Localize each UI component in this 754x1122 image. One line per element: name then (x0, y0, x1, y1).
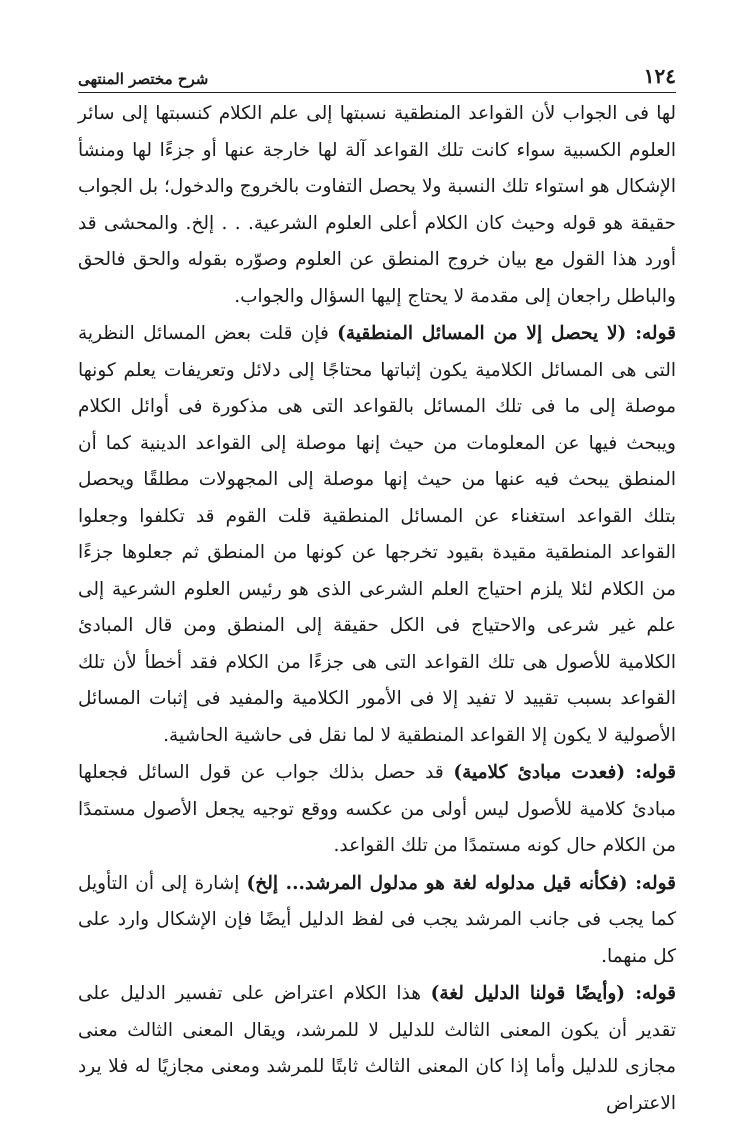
paragraph-commentary (78, 755, 676, 865)
paragraph-text: هذا الكلام اعتراض على تفسير الدليل على تقدير أن يكون المعنى الثالث للدليل لا للمرشد، ويقال المعنى الثالث معنى مجازى للدليل وأما إذا كان المعنى الثالث ثابتًا للمرشد ومعنى مجازيًا له فلا يرد الاعتراض (78, 983, 676, 1114)
commentary-lemma: قوله: (فكأنه قيل مدلوله لغة هو مدلول المرشد... إلخ) (246, 872, 676, 894)
paragraph-commentary (78, 316, 676, 754)
paragraph-text: فإن قلت بعض المسائل النظرية التى هى المسائل الكلامية يكون إثباتها محتاجًا إلى دلائل وتعريفات يعلم كونها موصلة إلى ما فى تلك المسائل بالقواعد التى هى مذكورة فى أوائل الكلام ويبحث فيها عن المعلومات من حيث إنها موصلة إلى القواعد الدينية كما أن المنطق يبحث فيه عنها من حيث إنها موصلة إلى المجهولات مطلقًا ويحصل بتلك القواعد استغناء عن المسائل المنطقية قلت القوم قد تكلفوا وجعلوا القواعد المنطقية مقيدة بقيود تخرجها عن كونها من المنطق ثم جعلوها جزءًا من الكلام لئلا يلزم احتياج العلم الشرعى الذى هو رئيس العلوم الشرعية إلى علم غير شرعى والاحتياج فى الكل حقيقة إلى المنطق ومن قال المبادئ الكلامية للأصول هى تلك القواعد التى هى جزءًا من الكلام فقد أخطأ لأن تلك القواعد بسبب تقييد لا تفيد إلا فى الأمور الكلامية والمفيد فى إثبات المسائل الأصولية لا يكون إلا القواعد المنطقية لا لما نقل فى حاشية الحاشية. (78, 323, 676, 746)
commentary-lemma: قوله: (وأيضًا قولنا الدليل لغة) (430, 983, 676, 1004)
paragraph-text: قد حصل بذلك جواب عن قول السائل فجعلها مبادئ كلامية للأصول ليس أولى من عكسه ووقع توجيه يجعل الأصول مستمدًا من الكلام حال كونه مستمدًا من تلك القواعد. (78, 762, 676, 856)
paragraph-text: لها فى الجواب لأن القواعد المنطقية نسبتها إلى علم الكلام كنسبتها إلى سائر العلوم الكسبية سواء كانت تلك القواعد آلة لها خارجة عنها أو جزءًا لها ومنشأ الإشكال هو استواء تلك النسبة ولا يحصل التفاوت بالخروج والدخول؛ بل الجواب حقيقة هو قوله وحيث كان الكلام أعلى العلوم الشرعية. . . إلخ. والمحشى قد أورد هذا القول مع بيان خروج المنطق عن العلوم وصوّره بقوله والحق فالحق والباطل راجعان إلى مقدمة لا يحتاج إليها السؤال والجواب. (78, 103, 676, 307)
running-title: شرح مختصر المنتهى (78, 70, 209, 88)
paragraph-commentary (78, 976, 676, 1122)
paragraph-continuation (78, 96, 676, 315)
commentary-lemma: قوله: (لا يحصل إلا من المسائل المنطقية) (337, 323, 676, 344)
page-header (78, 60, 676, 93)
paragraph-text: إشارة إلى أن التأويل كما يجب فى جانب المرشد يجب فى لفظ الدليل أيضًا فإن الإشكال وارد على كل منهما. (78, 872, 676, 967)
commentary-lemma: قوله: (فعدت مبادئ كلامية) (453, 762, 676, 783)
paragraph-commentary (78, 866, 676, 976)
body-text (78, 96, 676, 1122)
page-number: ١٢٤ (643, 64, 676, 88)
